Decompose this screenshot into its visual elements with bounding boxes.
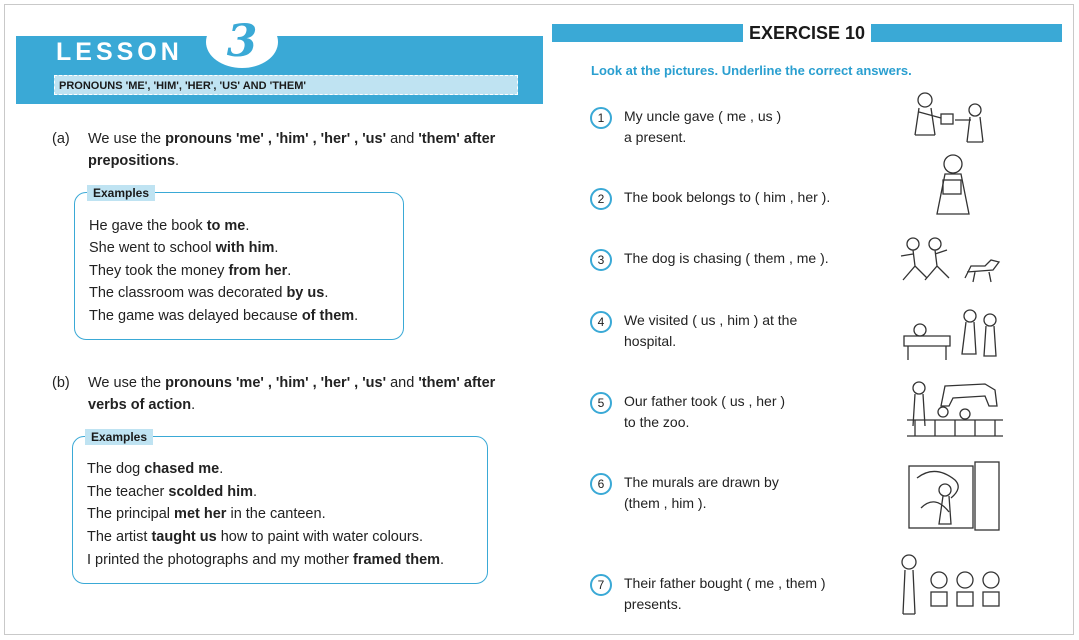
question-text (624, 472, 864, 514)
question-answer-line[interactable]: Their father bought ( me , them ) (624, 575, 826, 591)
examples-tag-b: Examples (85, 429, 153, 445)
lesson-word: LESSON (56, 38, 183, 66)
rule-b (52, 372, 522, 418)
rule-a-text (88, 128, 508, 172)
hospital-visit-illustration (900, 306, 1004, 364)
question-answer-line[interactable]: Our father took ( us , her ) (624, 393, 786, 409)
rule-a-bold-prepositions: prepositions (88, 153, 176, 169)
question-number: 3 (590, 249, 612, 271)
question-line2: a present. (624, 129, 687, 145)
lesson-subtitle: PRONOUNS 'ME', 'HIM', 'HER', 'US' AND 'THEM' (54, 75, 518, 95)
example-line: I printed the photographs and my mother framed them. (87, 552, 445, 568)
question-number: 5 (590, 392, 612, 414)
question-answer-line[interactable]: We visited ( us , him ) at the (624, 312, 798, 328)
rule-b-text-part: . (191, 397, 196, 413)
question-text (624, 106, 864, 148)
example-line: She went to school with him. (89, 240, 279, 256)
example-line: They took the money from her. (89, 263, 292, 279)
example-line: The dog chased me. (87, 461, 224, 477)
question-line2: hospital. (624, 333, 677, 349)
rule-a-text-part: We use the (88, 131, 166, 147)
rule-b-bold-pronouns: pronouns 'me' , 'him' , 'her' , 'us' (165, 375, 387, 391)
rule-a-label: (a) (52, 131, 70, 147)
question-text (624, 573, 864, 615)
uncle-gift-illustration (905, 90, 1005, 150)
examples-box-a (74, 186, 404, 340)
rule-a-bold-pronouns: pronouns 'me' , 'him' , 'her' , 'us' (165, 131, 387, 147)
mural-painting-illustration (905, 458, 1005, 536)
question-text (624, 391, 864, 433)
question-number: 7 (590, 574, 612, 596)
rule-a-text-part: . (175, 153, 180, 169)
rule-b-bold-them: 'them' after (418, 375, 496, 391)
question-number: 2 (590, 188, 612, 210)
question-answer-line[interactable]: The dog is chasing ( them , me ). (624, 250, 829, 266)
example-line: The artist taught us how to paint with water colours. (87, 529, 424, 545)
rule-a (52, 128, 522, 174)
rule-b-text (88, 372, 508, 416)
zoo-illustration (905, 376, 1005, 442)
question-number: 4 (590, 311, 612, 333)
rule-a-text-part: and (386, 131, 419, 147)
example-line: The teacher scolded him. (87, 484, 258, 500)
question-line2: to the zoo. (624, 414, 690, 430)
rule-b-text-part: We use the (88, 375, 166, 391)
question-answer-line[interactable]: The murals are drawn by (624, 474, 779, 490)
rule-a-bold-them: 'them' after (418, 131, 496, 147)
examples-box-b (72, 430, 488, 584)
rule-b-bold-verbs: verbs of action (88, 397, 192, 413)
question-text (624, 310, 864, 352)
question-number: 1 (590, 107, 612, 129)
rule-b-text-part: and (386, 375, 419, 391)
exercise-title: EXERCISE 10 (743, 22, 871, 44)
father-presents-illustration (895, 552, 1005, 622)
question-text (624, 187, 864, 208)
examples-tag-a: Examples (87, 185, 155, 201)
question-line2: presents. (624, 596, 682, 612)
girl-book-illustration (925, 152, 985, 218)
dog-chasing-illustration (895, 232, 1005, 290)
question-number: 6 (590, 473, 612, 495)
question-text (624, 248, 864, 269)
exercise-instruction: Look at the pictures. Underline the correct answers. (591, 63, 912, 78)
example-line: The classroom was decorated by us. (89, 285, 329, 301)
question-answer-line[interactable]: My uncle gave ( me , us ) (624, 108, 782, 124)
example-line: He gave the book to me. (89, 218, 250, 234)
lesson-number: 3 (206, 16, 278, 68)
question-line2: (them , him ). (624, 495, 707, 511)
example-line: The principal met her in the canteen. (87, 506, 326, 522)
question-answer-line[interactable]: The book belongs to ( him , her ). (624, 189, 831, 205)
example-line: The game was delayed because of them. (89, 308, 359, 324)
lesson-banner (16, 16, 543, 104)
rule-b-label: (b) (52, 375, 70, 391)
